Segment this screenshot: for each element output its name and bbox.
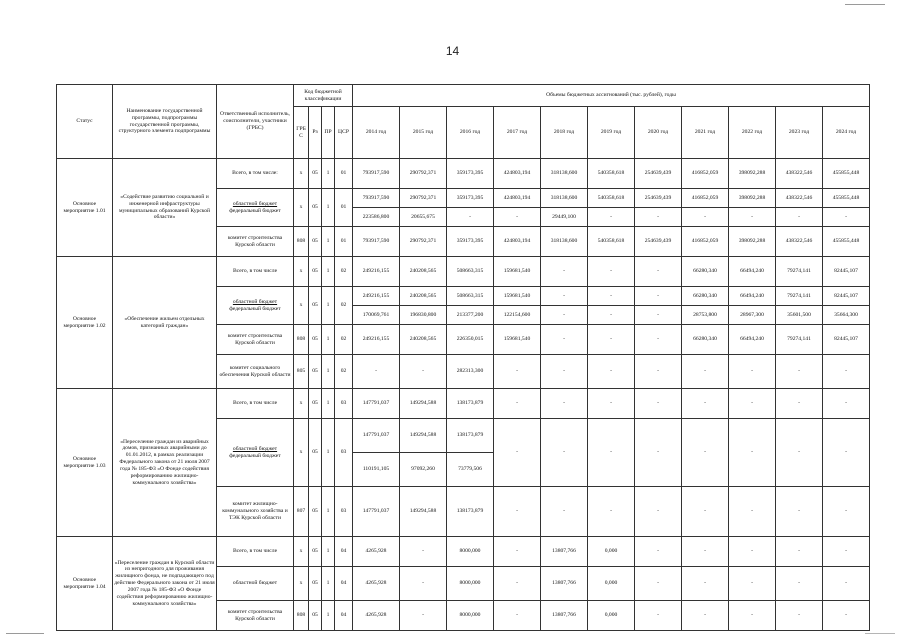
value-cell: - xyxy=(635,306,682,325)
code-cell: х xyxy=(294,159,309,189)
value-cell: - xyxy=(400,567,447,601)
executor-cell xyxy=(217,189,294,227)
value-cell: 318138,600 xyxy=(541,227,588,257)
value-cell: - xyxy=(776,567,823,601)
value-cell: 240208,565 xyxy=(400,257,447,287)
code-cell: 808 xyxy=(294,325,309,355)
code-cell: 1 xyxy=(322,287,335,325)
code-cell: 01 xyxy=(335,189,353,227)
value-cell: - xyxy=(635,601,682,631)
code-cell: 05 xyxy=(309,537,322,567)
value-cell: 793917,590 xyxy=(353,227,400,257)
value-cell: - xyxy=(635,208,682,227)
value-cell: 73779,506 xyxy=(447,453,494,487)
value-cell: 147791,037 xyxy=(353,487,400,537)
header-volume-group: Объемы бюджетных ассигнований (тыс. рублей), годы xyxy=(353,85,870,107)
table-header-row xyxy=(57,85,870,107)
value-cell: 66280,340 xyxy=(682,287,729,306)
value-cell: 398092,288 xyxy=(729,189,776,208)
value-cell: 508663,315 xyxy=(447,257,494,287)
code-cell: 05 xyxy=(309,355,322,389)
value-cell: 240208,565 xyxy=(400,287,447,306)
value-cell: 13807,766 xyxy=(541,601,588,631)
executor-federal-budget: федеральный бюджет xyxy=(229,305,281,312)
header-code-group: Код бюджетной классификации xyxy=(294,85,353,107)
value-cell: 8000,000 xyxy=(447,567,494,601)
status-cell: Основное мероприятие 1.04 xyxy=(57,537,113,631)
value-cell: 97092,260 xyxy=(400,453,447,487)
value-cell: 82445,107 xyxy=(823,287,870,306)
value-cell: - xyxy=(682,487,729,537)
value-cell: - xyxy=(635,287,682,306)
name-cell: «Переселение граждан из аварийных домов, признанных аварийными до 01.01.2012, в рамках реализации Федерального закона от 21 июля 2007 года № 185-ФЗ «О Фонде содействия реформированию жилищно-коммунального хозяйства» xyxy=(113,389,217,537)
header-year: 2016 год xyxy=(447,107,494,159)
value-cell: 424803,194 xyxy=(494,227,541,257)
value-cell: - xyxy=(682,567,729,601)
value-cell: 290792,371 xyxy=(400,189,447,208)
header-status: Статус xyxy=(57,85,113,159)
code-cell: х xyxy=(294,257,309,287)
executor-regional-budget: областной бюджет xyxy=(232,298,278,305)
value-cell: 79274,141 xyxy=(776,287,823,306)
value-cell: 318138,600 xyxy=(541,189,588,208)
value-cell: - xyxy=(635,487,682,537)
executor-regional-budget: областной бюджет xyxy=(232,200,278,207)
code-cell: 1 xyxy=(322,419,335,487)
value-cell: 79274,141 xyxy=(776,257,823,287)
code-cell: 1 xyxy=(322,355,335,389)
value-cell: - xyxy=(541,355,588,389)
value-cell: - xyxy=(588,487,635,537)
table-row xyxy=(57,537,870,567)
code-cell: 05 xyxy=(309,287,322,325)
value-cell: - xyxy=(729,355,776,389)
value-cell: 82445,107 xyxy=(823,257,870,287)
value-cell: 170069,761 xyxy=(353,306,400,325)
value-cell: 455855,448 xyxy=(823,189,870,208)
executor-cell: Всего, в том числе xyxy=(217,257,294,287)
value-cell: 66494,240 xyxy=(729,257,776,287)
code-cell: 04 xyxy=(335,567,353,601)
value-cell: 290792,371 xyxy=(400,227,447,257)
value-cell: - xyxy=(823,355,870,389)
value-cell: - xyxy=(588,306,635,325)
value-cell: - xyxy=(635,567,682,601)
value-cell: - xyxy=(776,601,823,631)
value-cell: 149294,588 xyxy=(400,487,447,537)
code-cell: х xyxy=(294,537,309,567)
value-cell: 82445,107 xyxy=(823,325,870,355)
value-cell: - xyxy=(635,257,682,287)
header-year: 2021 год xyxy=(682,107,729,159)
value-cell: 793917,590 xyxy=(353,159,400,189)
executor-cell xyxy=(217,287,294,325)
value-cell: - xyxy=(588,419,635,487)
executor-cell: комитет жилищно-коммунального хозяйства и ТЭК Курской области xyxy=(217,487,294,537)
value-cell: 213377,200 xyxy=(447,306,494,325)
value-cell: 223586,800 xyxy=(353,208,400,227)
value-cell: 290792,371 xyxy=(400,159,447,189)
value-cell: 398092,288 xyxy=(729,159,776,189)
code-cell: 05 xyxy=(309,389,322,419)
value-cell: 424803,194 xyxy=(494,189,541,208)
page-number: 14 xyxy=(445,44,460,58)
value-cell: - xyxy=(729,208,776,227)
code-cell: 03 xyxy=(335,419,353,487)
code-cell: 1 xyxy=(322,601,335,631)
value-cell: 196830,800 xyxy=(400,306,447,325)
code-cell: 1 xyxy=(322,325,335,355)
value-cell: - xyxy=(776,389,823,419)
value-cell: 416852,059 xyxy=(682,189,729,208)
value-cell: - xyxy=(588,287,635,306)
value-cell: 438322,546 xyxy=(776,227,823,257)
value-cell: - xyxy=(588,208,635,227)
code-cell: 04 xyxy=(335,601,353,631)
value-cell: - xyxy=(776,208,823,227)
value-cell: - xyxy=(541,325,588,355)
value-cell: - xyxy=(541,257,588,287)
code-cell: 05 xyxy=(309,325,322,355)
value-cell: - xyxy=(729,567,776,601)
code-cell: 05 xyxy=(309,567,322,601)
value-cell: 122154,600 xyxy=(494,306,541,325)
value-cell: - xyxy=(588,325,635,355)
value-cell: - xyxy=(682,389,729,419)
executor-cell: Всего, в том числе xyxy=(217,389,294,419)
value-cell: 508663,315 xyxy=(447,287,494,306)
value-cell: 424803,194 xyxy=(494,159,541,189)
value-cell: 398092,288 xyxy=(729,227,776,257)
code-cell: 1 xyxy=(322,389,335,419)
value-cell: - xyxy=(823,487,870,537)
header-pr: ПР xyxy=(322,107,335,159)
value-cell: 138173,879 xyxy=(447,419,494,453)
header-year: 2024 год xyxy=(823,107,870,159)
value-cell: 0,000 xyxy=(588,601,635,631)
value-cell: - xyxy=(494,419,541,487)
value-cell: - xyxy=(823,567,870,601)
name-cell: «Содействие развитию социальной и инженерной инфраструктуры муниципальных образований Курской области» xyxy=(113,159,217,257)
value-cell: 416852,059 xyxy=(682,227,729,257)
header-csr: ЦСР xyxy=(335,107,353,159)
value-cell: 159681,540 xyxy=(494,325,541,355)
header-year: 2015 год xyxy=(400,107,447,159)
value-cell: 438322,546 xyxy=(776,159,823,189)
code-cell: 05 xyxy=(309,601,322,631)
name-cell: «Обеспечение жильем отдельных категорий граждан» xyxy=(113,257,217,389)
value-cell: - xyxy=(541,287,588,306)
status-cell: Основное мероприятие 1.03 xyxy=(57,389,113,537)
code-cell: 05 xyxy=(309,419,322,487)
table-row xyxy=(57,389,870,419)
value-cell: 138173,879 xyxy=(447,487,494,537)
value-cell: 282313,300 xyxy=(447,355,494,389)
value-cell: 455855,448 xyxy=(823,227,870,257)
value-cell: 240208,565 xyxy=(400,325,447,355)
value-cell: - xyxy=(635,389,682,419)
value-cell: - xyxy=(541,306,588,325)
page-edge-rule xyxy=(845,4,885,5)
value-cell: - xyxy=(635,355,682,389)
value-cell: - xyxy=(494,389,541,419)
header-year: 2023 год xyxy=(776,107,823,159)
value-cell: 110191,105 xyxy=(353,453,400,487)
value-cell: 147791,037 xyxy=(353,389,400,419)
value-cell: 254639,439 xyxy=(635,189,682,208)
value-cell: 226350,015 xyxy=(447,325,494,355)
value-cell: 159681,540 xyxy=(494,287,541,306)
executor-federal-budget: федеральный бюджет xyxy=(229,452,281,459)
header-year: 2014 год xyxy=(353,107,400,159)
code-cell: 01 xyxy=(335,227,353,257)
value-cell: 540358,618 xyxy=(588,189,635,208)
value-cell: 455855,448 xyxy=(823,159,870,189)
executor-cell: комитет социального обеспечения Курской области xyxy=(217,355,294,389)
value-cell: 66494,240 xyxy=(729,325,776,355)
value-cell: - xyxy=(729,487,776,537)
code-cell: 1 xyxy=(322,487,335,537)
value-cell: 159681,540 xyxy=(494,257,541,287)
executor-federal-budget: федеральный бюджет xyxy=(229,207,281,214)
value-cell: 359173,395 xyxy=(447,159,494,189)
value-cell: - xyxy=(588,355,635,389)
code-cell: 1 xyxy=(322,257,335,287)
value-cell: - xyxy=(823,389,870,419)
code-cell: 808 xyxy=(294,227,309,257)
code-cell: х xyxy=(294,287,309,325)
value-cell: - xyxy=(729,389,776,419)
value-cell: 8000,000 xyxy=(447,537,494,567)
code-cell: 02 xyxy=(335,325,353,355)
code-cell: 03 xyxy=(335,389,353,419)
value-cell: 13807,766 xyxy=(541,567,588,601)
page-edge-rule xyxy=(6,633,44,634)
value-cell: 359173,395 xyxy=(447,227,494,257)
value-cell: - xyxy=(823,601,870,631)
value-cell: - xyxy=(494,355,541,389)
value-cell: 540358,618 xyxy=(588,227,635,257)
value-cell: 249216,155 xyxy=(353,325,400,355)
code-cell: 01 xyxy=(335,159,353,189)
code-cell: 05 xyxy=(309,189,322,227)
value-cell: 66494,240 xyxy=(729,287,776,306)
header-rz: Рз xyxy=(309,107,322,159)
executor-cell: Всего, в том числе xyxy=(217,537,294,567)
value-cell: 254639,439 xyxy=(635,227,682,257)
header-year: 2018 год xyxy=(541,107,588,159)
code-cell: 05 xyxy=(309,487,322,537)
value-cell: 249216,155 xyxy=(353,287,400,306)
value-cell: 4265,928 xyxy=(353,537,400,567)
value-cell: - xyxy=(823,537,870,567)
header-grbs: ГРБС xyxy=(294,107,309,159)
value-cell: 416852,059 xyxy=(682,159,729,189)
value-cell: - xyxy=(729,601,776,631)
executor-cell: областной бюджет xyxy=(217,567,294,601)
value-cell: - xyxy=(494,487,541,537)
header-year: 2019 год xyxy=(588,107,635,159)
value-cell: 35664,300 xyxy=(823,306,870,325)
value-cell: - xyxy=(682,601,729,631)
value-cell: - xyxy=(447,208,494,227)
value-cell: 35601,500 xyxy=(776,306,823,325)
value-cell: 540358,618 xyxy=(588,159,635,189)
value-cell: 4265,928 xyxy=(353,567,400,601)
executor-cell: комитет строительства Курской области xyxy=(217,325,294,355)
value-cell: 0,000 xyxy=(588,567,635,601)
value-cell: - xyxy=(776,355,823,389)
value-cell: 149294,588 xyxy=(400,419,447,453)
value-cell: - xyxy=(588,389,635,419)
value-cell: - xyxy=(823,208,870,227)
value-cell: - xyxy=(541,487,588,537)
value-cell: - xyxy=(682,208,729,227)
value-cell: 149294,588 xyxy=(400,389,447,419)
value-cell: - xyxy=(400,601,447,631)
value-cell: 79274,141 xyxy=(776,325,823,355)
value-cell: 138173,879 xyxy=(447,389,494,419)
header-year: 2020 год xyxy=(635,107,682,159)
value-cell: - xyxy=(494,601,541,631)
code-cell: 05 xyxy=(309,159,322,189)
value-cell: - xyxy=(541,419,588,487)
value-cell: 66280,340 xyxy=(682,257,729,287)
page-edge-rule xyxy=(865,633,895,634)
code-cell: 1 xyxy=(322,159,335,189)
value-cell: - xyxy=(400,355,447,389)
value-cell: - xyxy=(682,537,729,567)
executor-cell: комитет строительства Курской области xyxy=(217,227,294,257)
value-cell: - xyxy=(682,419,729,487)
table-row xyxy=(57,159,870,189)
value-cell: - xyxy=(729,419,776,487)
value-cell: - xyxy=(353,355,400,389)
header-executor: Ответственный исполнитель, соисполнители, участники (ГРБС) xyxy=(217,85,294,159)
code-cell: 1 xyxy=(322,537,335,567)
value-cell: - xyxy=(635,419,682,487)
value-cell: - xyxy=(776,487,823,537)
value-cell: - xyxy=(776,419,823,487)
value-cell: 29449,100 xyxy=(541,208,588,227)
code-cell: х xyxy=(294,567,309,601)
value-cell: 249216,155 xyxy=(353,257,400,287)
value-cell: 4265,928 xyxy=(353,601,400,631)
value-cell: 318138,600 xyxy=(541,159,588,189)
status-cell: Основное мероприятие 1.02 xyxy=(57,257,113,389)
value-cell: 66280,340 xyxy=(682,325,729,355)
executor-cell: комитет строительства Курской области xyxy=(217,601,294,631)
executor-cell: Всего, в том числе: xyxy=(217,159,294,189)
value-cell: - xyxy=(494,208,541,227)
code-cell: 05 xyxy=(309,227,322,257)
code-cell: 02 xyxy=(335,257,353,287)
value-cell: - xyxy=(635,537,682,567)
code-cell: 1 xyxy=(322,189,335,227)
value-cell: 13807,766 xyxy=(541,537,588,567)
code-cell: 02 xyxy=(335,287,353,325)
budget-allocation-table xyxy=(56,84,870,631)
value-cell: 147791,037 xyxy=(353,419,400,453)
name-cell: «Переселение граждан в Курской области из непригодного для проживания жилищного фонда, не подпадающего под действие Федерального закона от 21 июля 2007 года № 185-ФЗ «О Фонде содействия реформированию жилищно-коммунального хозяйства» xyxy=(113,537,217,631)
code-cell: 805 xyxy=(294,355,309,389)
code-cell: 808 xyxy=(294,601,309,631)
value-cell: 0,000 xyxy=(588,537,635,567)
value-cell: 28967,300 xyxy=(729,306,776,325)
code-cell: 807 xyxy=(294,487,309,537)
code-cell: х xyxy=(294,389,309,419)
header-year: 2017 год xyxy=(494,107,541,159)
header-year: 2022 год xyxy=(729,107,776,159)
code-cell: х xyxy=(294,419,309,487)
code-cell: 1 xyxy=(322,227,335,257)
code-cell: х xyxy=(294,189,309,227)
value-cell: 359173,395 xyxy=(447,189,494,208)
value-cell: - xyxy=(682,355,729,389)
value-cell: - xyxy=(776,537,823,567)
status-cell: Основное мероприятие 1.01 xyxy=(57,159,113,257)
header-name: Наименование государственной программы, подпрограммы государственной программы, структурного элемента подпрограммы xyxy=(113,85,217,159)
value-cell: - xyxy=(729,537,776,567)
code-cell: 05 xyxy=(309,257,322,287)
value-cell: - xyxy=(635,325,682,355)
value-cell: 793917,590 xyxy=(353,189,400,208)
code-cell: 03 xyxy=(335,487,353,537)
value-cell: - xyxy=(494,567,541,601)
value-cell: 28753,800 xyxy=(682,306,729,325)
code-cell: 1 xyxy=(322,567,335,601)
value-cell: - xyxy=(400,537,447,567)
value-cell: 254639,439 xyxy=(635,159,682,189)
value-cell: - xyxy=(588,257,635,287)
code-cell: 04 xyxy=(335,537,353,567)
executor-regional-budget: областной бюджет xyxy=(232,445,278,452)
value-cell: 20655,675 xyxy=(400,208,447,227)
value-cell: - xyxy=(541,389,588,419)
executor-cell xyxy=(217,419,294,487)
value-cell: 8000,000 xyxy=(447,601,494,631)
table-row xyxy=(57,257,870,287)
value-cell: - xyxy=(494,537,541,567)
value-cell: 438322,546 xyxy=(776,189,823,208)
code-cell: 02 xyxy=(335,355,353,389)
value-cell: - xyxy=(823,419,870,487)
